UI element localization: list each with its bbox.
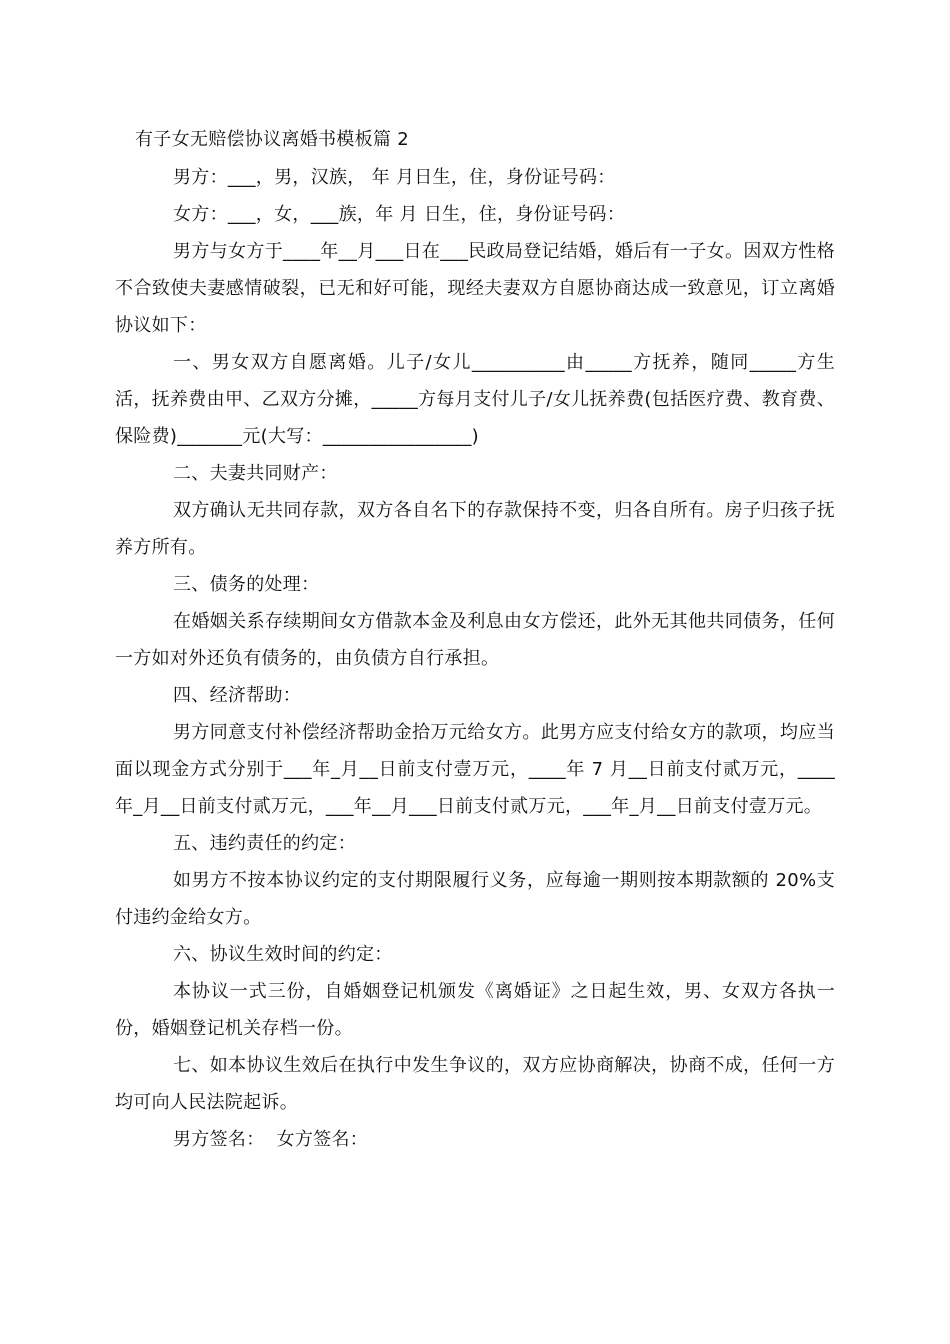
section-6-heading: 六、协议生效时间的约定： — [173, 944, 393, 965]
male-party-line: 男方：___，男，汉族， 年 月日生，住，身份证号码： — [173, 167, 616, 188]
section-3-body: 在婚姻关系存续期间女方借款本金及利息由女方偿还，此外无其他共同债务，任何一方如对外还负有债务的，由负债方自行承担。 — [115, 611, 835, 669]
section-1-custody: 一、男女双方自愿离婚。儿子/女儿__________由_____方抚养，随同_____方生活，抚养费由甲、乙双方分摊，_____方每月支付儿子/女儿抚养费(包括医疗费、教育费、保险费)_______元(大写：________________) — [115, 352, 835, 447]
document-title: 有子女无赔偿协议离婚书模板篇 2 — [135, 129, 409, 150]
section-7-disputes: 七、如本协议生效后在执行中发生争议的，双方应协商解决，协商不成，任何一方均可向人民法院起诉。 — [115, 1055, 835, 1113]
intro-paragraph: 男方与女方于____年__月___日在___民政局登记结婚，婚后有一子女。因双方性格不合致使夫妻感情破裂，已无和好可能，现经夫妻双方自愿协商达成一致意见，订立离婚协议如下： — [115, 241, 835, 336]
section-5-heading: 五、违约责任的约定： — [173, 833, 356, 854]
section-4-body: 男方同意支付补偿经济帮助金拾万元给女方。此男方应支付给女方的款项，均应当面以现金方式分别于___年_月__日前支付壹万元，____年 7 月__日前支付贰万元，____年_月__日前支付贰万元，___年__月___日前支付贰万元，___年_月__日前支付壹万元。 — [115, 722, 835, 817]
section-6-body: 本协议一式三份，自婚姻登记机颁发《离婚证》之日起生效，男、女双方各执一份，婚姻登记机关存档一份。 — [115, 981, 835, 1039]
section-2-body: 双方确认无共同存款，双方各自名下的存款保持不变，归各自所有。房子归孩子抚养方所有。 — [115, 500, 835, 558]
section-3-heading: 三、债务的处理： — [173, 574, 320, 595]
section-5-body: 如男方不按本协议约定的支付期限履行义务，应每逾一期则按本期款额的 20%支付违约金给女方。 — [115, 870, 835, 928]
section-2-heading: 二、夫妻共同财产： — [173, 463, 338, 484]
document-body — [115, 120, 835, 1158]
signature-line: 男方签名： 女方签名： — [173, 1129, 369, 1150]
female-party-line: 女方：___，女，___族，年 月 日生，住，身份证号码： — [173, 204, 626, 225]
section-4-heading: 四、经济帮助： — [173, 685, 302, 706]
